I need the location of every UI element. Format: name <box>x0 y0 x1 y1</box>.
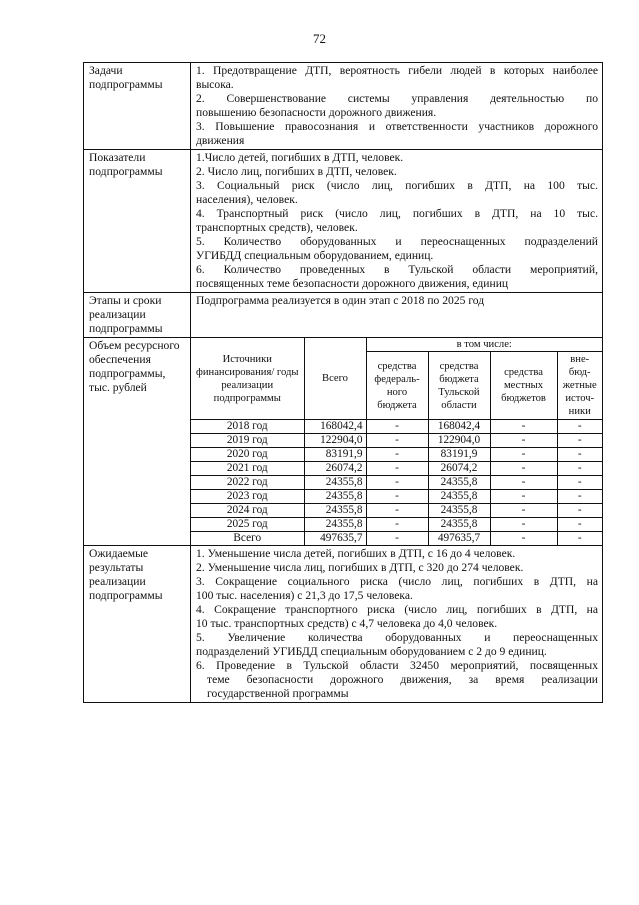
funding-header-local: средства местных бюджетов <box>490 352 557 420</box>
results-line: государственной программы <box>207 687 349 700</box>
funding-row-year <box>191 462 602 476</box>
results-content <box>191 546 603 703</box>
funding-cell-federal: - <box>366 518 428 532</box>
results-line: 1. Уменьшение числа детей, погибших в ДТП, с 16 до 4 человек. <box>196 547 516 560</box>
funding-row <box>84 338 603 546</box>
funding-cell-regional: 24355,8 <box>428 476 490 490</box>
tasks-row <box>84 63 603 150</box>
results-line: 100 тыс. населения) с 21,3 до 17,5 человека. <box>196 589 413 602</box>
funding-cell-regional: 83191,9 <box>428 448 490 462</box>
funding-cell-total: 24355,8 <box>304 476 366 490</box>
funding-row-year <box>191 448 602 462</box>
funding-cell-local: - <box>490 462 557 476</box>
funding-header-federal: средства федераль-ного бюджета <box>366 352 428 420</box>
indicators-line: 3. Социальный риск (число лиц, погибших в ДТП, на 100 тыс. <box>196 179 598 192</box>
stages-content: Подпрограмма реализуется в один этап с 2018 по 2025 год <box>191 293 603 338</box>
results-line: 6. Проведение в Тульской области 32450 мероприятий, посвященных <box>196 659 598 672</box>
indicators-line: 4. Транспортный риск (число лиц, погибших в ДТП, на 10 тыс. <box>196 207 598 220</box>
funding-cell-extra: - <box>557 448 602 462</box>
funding-cell-extra: - <box>557 476 602 490</box>
indicators-content <box>191 150 603 293</box>
funding-cell-extra: - <box>557 532 602 546</box>
funding-cell-year: 2024 год <box>191 504 304 518</box>
page-number: 72 <box>313 31 326 46</box>
stages-label: Этапы и сроки реализации подпрограммы <box>84 293 191 338</box>
funding-cell-local: - <box>490 448 557 462</box>
funding-cell-year: 2018 год <box>191 420 304 434</box>
results-line: 10 тыс. транспортных средств) с 4,7 человека до 4,0 человек. <box>196 617 498 630</box>
funding-cell-regional: 497635,7 <box>428 532 490 546</box>
results-line: 4. Сокращение транспортного риска (число лиц, погибших в ДТП, на <box>196 603 598 616</box>
funding-cell-local: - <box>490 518 557 532</box>
funding-cell-local: - <box>490 434 557 448</box>
funding-cell-federal: - <box>366 434 428 448</box>
results-line: теме безопасности дорожного движения, за время реализации <box>207 673 598 686</box>
funding-cell-total: 26074,2 <box>304 462 366 476</box>
indicators-line: 1.Число детей, погибших в ДТП, человек. <box>196 151 404 164</box>
funding-header-total: Всего <box>304 338 366 420</box>
funding-content <box>191 338 603 546</box>
funding-cell-federal: - <box>366 420 428 434</box>
funding-cell-extra: - <box>557 504 602 518</box>
tasks-content <box>191 63 603 150</box>
indicators-line: 5. Количество оборудованных и переоснащенных подразделений <box>196 235 598 248</box>
results-line: 3. Сокращение социального риска (число лиц, погибших в ДТП, на <box>196 575 598 588</box>
funding-cell-local: - <box>490 420 557 434</box>
funding-cell-extra: - <box>557 518 602 532</box>
funding-cell-federal: - <box>366 490 428 504</box>
funding-table <box>191 338 602 545</box>
funding-cell-local: - <box>490 532 557 546</box>
funding-cell-total: 24355,8 <box>304 518 366 532</box>
funding-cell-federal: - <box>366 476 428 490</box>
funding-cell-federal: - <box>366 504 428 518</box>
funding-row-year <box>191 504 602 518</box>
funding-cell-extra: - <box>557 462 602 476</box>
funding-cell-local: - <box>490 490 557 504</box>
funding-cell-federal: - <box>366 532 428 546</box>
results-row <box>84 546 603 703</box>
tasks-label: Задачи подпрограммы <box>84 63 191 150</box>
funding-cell-extra: - <box>557 420 602 434</box>
funding-cell-regional: 122904,0 <box>428 434 490 448</box>
funding-cell-year: 2021 год <box>191 462 304 476</box>
tasks-line: 1. Предотвращение ДТП, вероятность гибели людей в которых наиболее <box>196 64 598 77</box>
indicators-line: 2. Число лиц, погибших в ДТП, человек. <box>196 165 397 178</box>
funding-cell-year: Всего <box>191 532 304 546</box>
funding-cell-total: 497635,7 <box>304 532 366 546</box>
funding-row-year <box>191 518 602 532</box>
tasks-line: высока. <box>196 78 234 91</box>
funding-cell-total: 24355,8 <box>304 504 366 518</box>
funding-row-year <box>191 420 602 434</box>
indicators-line: посвященных теме безопасности дорожного движения, единиц <box>196 277 509 290</box>
indicators-line: транспортных средств), человек. <box>196 221 358 234</box>
results-line: подразделений УГИБДД специальным оборудованием с 2 до 9 единиц. <box>196 645 547 658</box>
funding-cell-federal: - <box>366 448 428 462</box>
results-line: 5. Увеличение количества оборудованных и переоснащенных <box>196 631 598 644</box>
indicators-line: УГИБДД специальным оборудованием, единиц. <box>196 249 434 262</box>
subprogram-passport-table <box>83 62 603 703</box>
funding-cell-regional: 26074,2 <box>428 462 490 476</box>
indicators-label: Показатели подпрограммы <box>84 150 191 293</box>
stages-row <box>84 293 603 338</box>
funding-cell-total: 24355,8 <box>304 490 366 504</box>
funding-row-year <box>191 490 602 504</box>
results-line: 2. Уменьшение числа лиц, погибших в ДТП, с 320 до 274 человек. <box>196 561 524 574</box>
funding-cell-total: 83191,9 <box>304 448 366 462</box>
tasks-line: 3. Повышение правосознания и ответственности участников дорожного <box>196 120 598 133</box>
tasks-line: движения <box>196 134 245 147</box>
funding-cell-total: 168042,4 <box>304 420 366 434</box>
funding-cell-regional: 24355,8 <box>428 518 490 532</box>
results-label: Ожидаемые результаты реализации подпрограммы <box>84 546 191 703</box>
funding-cell-year: 2022 год <box>191 476 304 490</box>
funding-cell-year: 2025 год <box>191 518 304 532</box>
indicators-row <box>84 150 603 293</box>
indicators-line: населения), человек. <box>196 193 298 206</box>
funding-cell-extra: - <box>557 434 602 448</box>
tasks-line: 2. Совершенствование системы управления деятельностью по <box>196 92 598 105</box>
funding-header-source: Источники финансирования/ годы реализации подпрограммы <box>191 338 304 420</box>
funding-header-regional: средства бюджета Тульской области <box>428 352 490 420</box>
funding-row-total <box>191 532 602 546</box>
funding-cell-regional: 24355,8 <box>428 504 490 518</box>
funding-cell-regional: 24355,8 <box>428 490 490 504</box>
funding-cell-extra: - <box>557 490 602 504</box>
funding-cell-year: 2023 год <box>191 490 304 504</box>
funding-cell-total: 122904,0 <box>304 434 366 448</box>
funding-cell-local: - <box>490 476 557 490</box>
funding-cell-year: 2019 год <box>191 434 304 448</box>
funding-cell-regional: 168042,4 <box>428 420 490 434</box>
funding-cell-year: 2020 год <box>191 448 304 462</box>
funding-header-including: в том числе: <box>366 338 602 352</box>
funding-cell-federal: - <box>366 462 428 476</box>
tasks-line: повышению безопасности дорожного движения. <box>196 106 437 119</box>
indicators-line: 6. Количество проведенных в Тульской области мероприятий, <box>196 263 598 276</box>
funding-cell-local: - <box>490 504 557 518</box>
funding-row-year <box>191 434 602 448</box>
funding-row-year <box>191 476 602 490</box>
funding-header-extra: вне-бюд-жетные источ-ники <box>557 352 602 420</box>
funding-label: Объем ресурсного обеспечения подпрограммы, тыс. рублей <box>84 338 191 546</box>
